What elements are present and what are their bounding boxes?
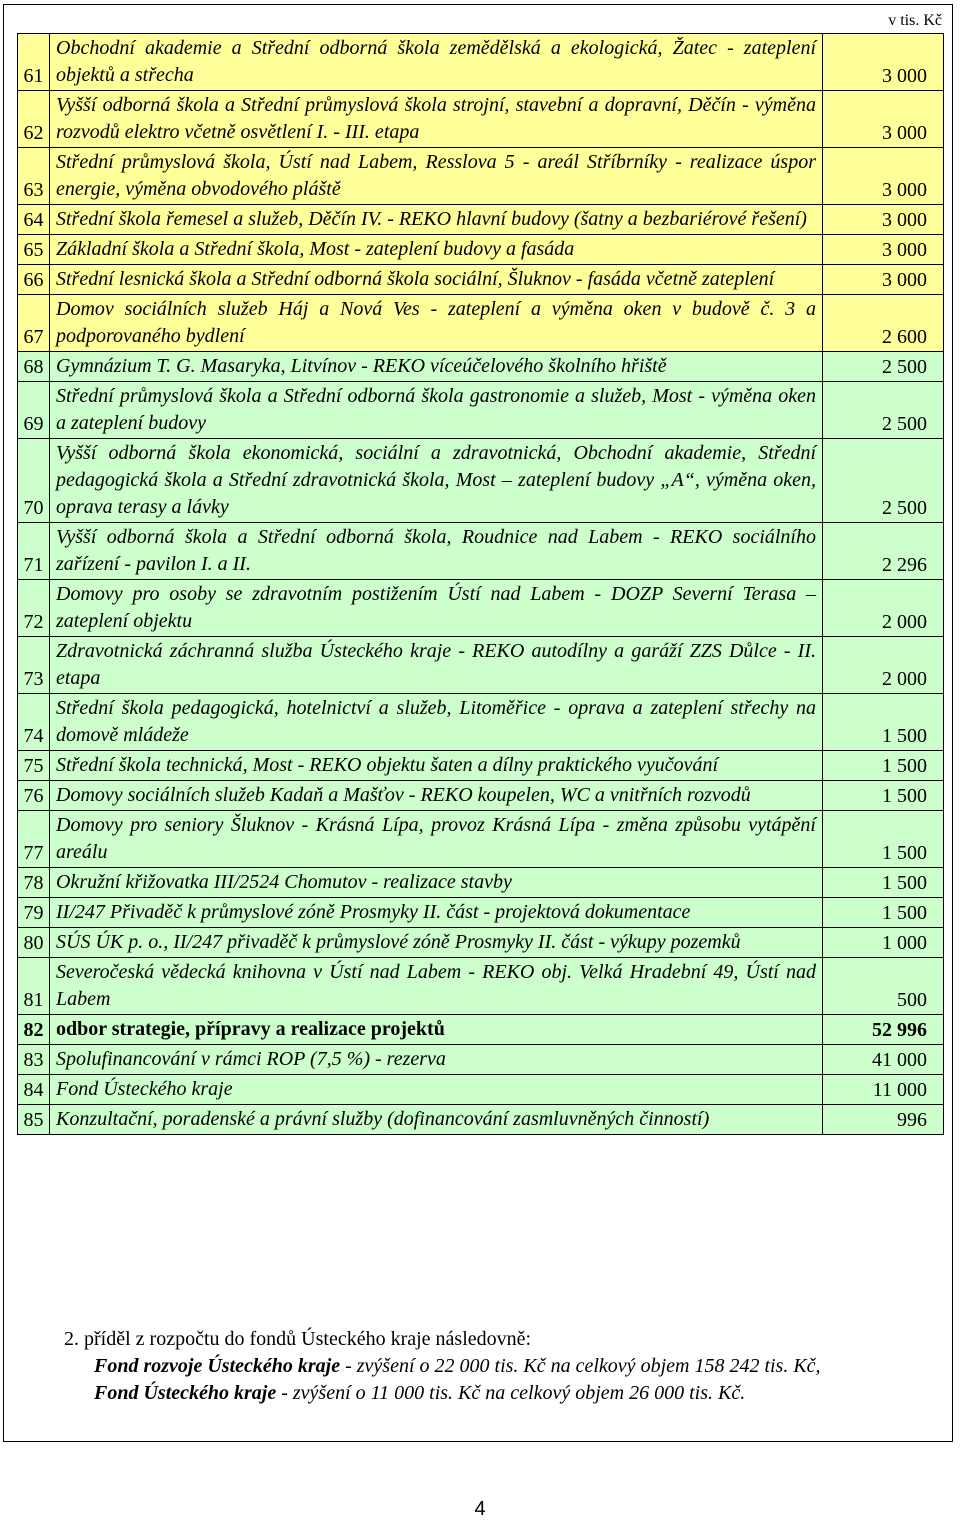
table-row: [18, 868, 944, 898]
row-description: SÚS ÚK p. o., II/247 přivaděč k průmyslové zóně Prosmyky II. část - výkupy pozemků: [50, 928, 823, 958]
table-row: [18, 382, 944, 439]
row-amount: 1 500: [823, 781, 944, 811]
row-description: Okružní křižovatka III/2524 Chomutov - realizace stavby: [50, 868, 823, 898]
row-amount: 3 000: [823, 34, 944, 91]
row-description: Domov sociálních služeb Háj a Nová Ves - zateplení a výměna oken v budově č. 3 a podporovaného bydlení: [50, 295, 823, 352]
fund1-text: - zvýšení o 22 000 tis. Kč na celkový objem 158 242 tis. Kč,: [340, 1355, 821, 1377]
row-amount: 2 296: [823, 523, 944, 580]
table-row: [18, 898, 944, 928]
row-amount: 52 996: [823, 1015, 944, 1045]
row-amount: 3 000: [823, 265, 944, 295]
fund1-name: Fond rozvoje Ústeckého kraje: [94, 1355, 341, 1377]
table-row: [18, 1045, 944, 1075]
row-number: 71: [18, 523, 50, 580]
budget-table-body: [18, 34, 944, 1135]
table-row: [18, 295, 944, 352]
notes-fund2: [64, 1380, 946, 1407]
row-description: Domovy pro seniory Šluknov - Krásná Lípa, provoz Krásná Lípa - změna způsobu vytápění areálu: [50, 811, 823, 868]
row-number: 64: [18, 205, 50, 235]
row-description: Střední lesnická škola a Střední odborná škola sociální, Šluknov - fasáda včetně zateplení: [50, 265, 823, 295]
row-description: odbor strategie, přípravy a realizace projektů: [50, 1015, 823, 1045]
table-row: [18, 523, 944, 580]
row-description: Střední škola technická, Most - REKO objektu šaten a dílny praktického vyučování: [50, 751, 823, 781]
row-amount: 3 000: [823, 235, 944, 265]
table-row: [18, 637, 944, 694]
row-description: Fond Ústeckého kraje: [50, 1075, 823, 1105]
row-description: Zdravotnická záchranná služba Ústeckého kraje - REKO autodílny a garáží ZZS Důlce - II. etapa: [50, 637, 823, 694]
row-number: 62: [18, 91, 50, 148]
row-amount: 2 500: [823, 439, 944, 523]
row-description: Konzultační, poradenské a právní služby (dofinancování zasmluvněných činností): [50, 1105, 823, 1135]
row-amount: 2 000: [823, 580, 944, 637]
row-number: 69: [18, 382, 50, 439]
row-description: Severočeská vědecká knihovna v Ústí nad Labem - REKO obj. Velká Hradební 49, Ústí nad Labem: [50, 958, 823, 1015]
row-description: Obchodní akademie a Střední odborná škola zemědělská a ekologická, Žatec - zateplení objektů a střecha: [50, 34, 823, 91]
table-row: [18, 928, 944, 958]
row-amount: 1 500: [823, 751, 944, 781]
row-number: 73: [18, 637, 50, 694]
table-row: [18, 235, 944, 265]
row-number: 70: [18, 439, 50, 523]
row-description: Střední průmyslová škola a Střední odborná škola gastronomie a služeb, Most - výměna oken a zateplení budovy: [50, 382, 823, 439]
row-amount: 41 000: [823, 1045, 944, 1075]
row-number: 82: [18, 1015, 50, 1045]
table-row: [18, 265, 944, 295]
table-row: [18, 781, 944, 811]
row-description: Základní škola a Střední škola, Most - zateplení budovy a fasáda: [50, 235, 823, 265]
row-amount: 3 000: [823, 91, 944, 148]
row-amount: 1 500: [823, 694, 944, 751]
notes-intro: 2. příděl z rozpočtu do fondů Ústeckého kraje následovně:: [64, 1328, 532, 1350]
notes-section: [64, 1326, 946, 1407]
table-row: [18, 1105, 944, 1135]
row-amount: 1 000: [823, 928, 944, 958]
budget-table: [17, 33, 944, 1135]
row-amount: 11 000: [823, 1075, 944, 1105]
table-row: [18, 958, 944, 1015]
row-number: 81: [18, 958, 50, 1015]
row-amount: 1 500: [823, 898, 944, 928]
row-description: Vyšší odborná škola a Střední průmyslová škola strojní, stavební a dopravní, Děčín - výměna rozvodů elektro včetně osvětlení I. - III. etapa: [50, 91, 823, 148]
row-number: 85: [18, 1105, 50, 1135]
row-number: 84: [18, 1075, 50, 1105]
row-number: 77: [18, 811, 50, 868]
table-row: [18, 580, 944, 637]
row-number: 63: [18, 148, 50, 205]
row-description: Domovy pro osoby se zdravotním postižením Ústí nad Labem - DOZP Severní Terasa – zateplení objektu: [50, 580, 823, 637]
row-number: 76: [18, 781, 50, 811]
unit-label: v tis. Kč: [888, 12, 942, 29]
row-description: Vyšší odborná škola a Střední odborná škola, Roudnice nad Labem - REKO sociálního zařízení - pavilon I. a II.: [50, 523, 823, 580]
row-description: II/247 Přivaděč k průmyslové zóně Prosmyky II. část - projektová dokumentace: [50, 898, 823, 928]
row-number: 79: [18, 898, 50, 928]
table-row: [18, 34, 944, 91]
notes-fund1: [64, 1353, 946, 1380]
row-description: Gymnázium T. G. Masaryka, Litvínov - REKO víceúčelového školního hřiště: [50, 352, 823, 382]
row-number: 61: [18, 34, 50, 91]
row-description: Vyšší odborná škola ekonomická, sociální a zdravotnická, Obchodní akademie, Střední pedagogická škola a Střední zdravotnická škola, Most – zateplení budovy „A“, výměna oken, oprava terasy a lávky: [50, 439, 823, 523]
row-amount: 1 500: [823, 868, 944, 898]
table-row: [18, 1015, 944, 1045]
row-number: 74: [18, 694, 50, 751]
row-amount: 500: [823, 958, 944, 1015]
fund2-name: Fond Ústeckého kraje: [94, 1382, 277, 1404]
row-number: 80: [18, 928, 50, 958]
row-number: 72: [18, 580, 50, 637]
table-row: [18, 694, 944, 751]
row-number: 78: [18, 868, 50, 898]
row-amount: 3 000: [823, 205, 944, 235]
table-row: [18, 205, 944, 235]
row-description: Střední průmyslová škola, Ústí nad Labem, Resslova 5 - areál Stříbrníky - realizace úspor energie, výměna obvodového pláště: [50, 148, 823, 205]
row-number: 65: [18, 235, 50, 265]
table-row: [18, 439, 944, 523]
row-amount: 1 500: [823, 811, 944, 868]
page-number: 4: [474, 1498, 486, 1520]
row-amount: 2 000: [823, 637, 944, 694]
row-description: Střední škola pedagogická, hotelnictví a služeb, Litoměřice - oprava a zateplení střechy na domově mládeže: [50, 694, 823, 751]
row-amount: 3 000: [823, 148, 944, 205]
row-amount: 996: [823, 1105, 944, 1135]
fund2-text: - zvýšení o 11 000 tis. Kč na celkový objem 26 000 tis. Kč.: [276, 1382, 746, 1404]
table-row: [18, 91, 944, 148]
table-row: [18, 1075, 944, 1105]
row-number: 75: [18, 751, 50, 781]
row-number: 67: [18, 295, 50, 352]
row-number: 66: [18, 265, 50, 295]
table-row: [18, 148, 944, 205]
table-row: [18, 352, 944, 382]
row-description: Střední škola řemesel a služeb, Děčín IV. - REKO hlavní budovy (šatny a bezbariérové řešení): [50, 205, 823, 235]
row-amount: 2 500: [823, 382, 944, 439]
row-number: 68: [18, 352, 50, 382]
row-number: 83: [18, 1045, 50, 1075]
table-row: [18, 751, 944, 781]
row-description: Domovy sociálních služeb Kadaň a Mašťov - REKO koupelen, WC a vnitřních rozvodů: [50, 781, 823, 811]
row-amount: 2 600: [823, 295, 944, 352]
row-amount: 2 500: [823, 352, 944, 382]
table-row: [18, 811, 944, 868]
row-description: Spolufinancování v rámci ROP (7,5 %) - rezerva: [50, 1045, 823, 1075]
